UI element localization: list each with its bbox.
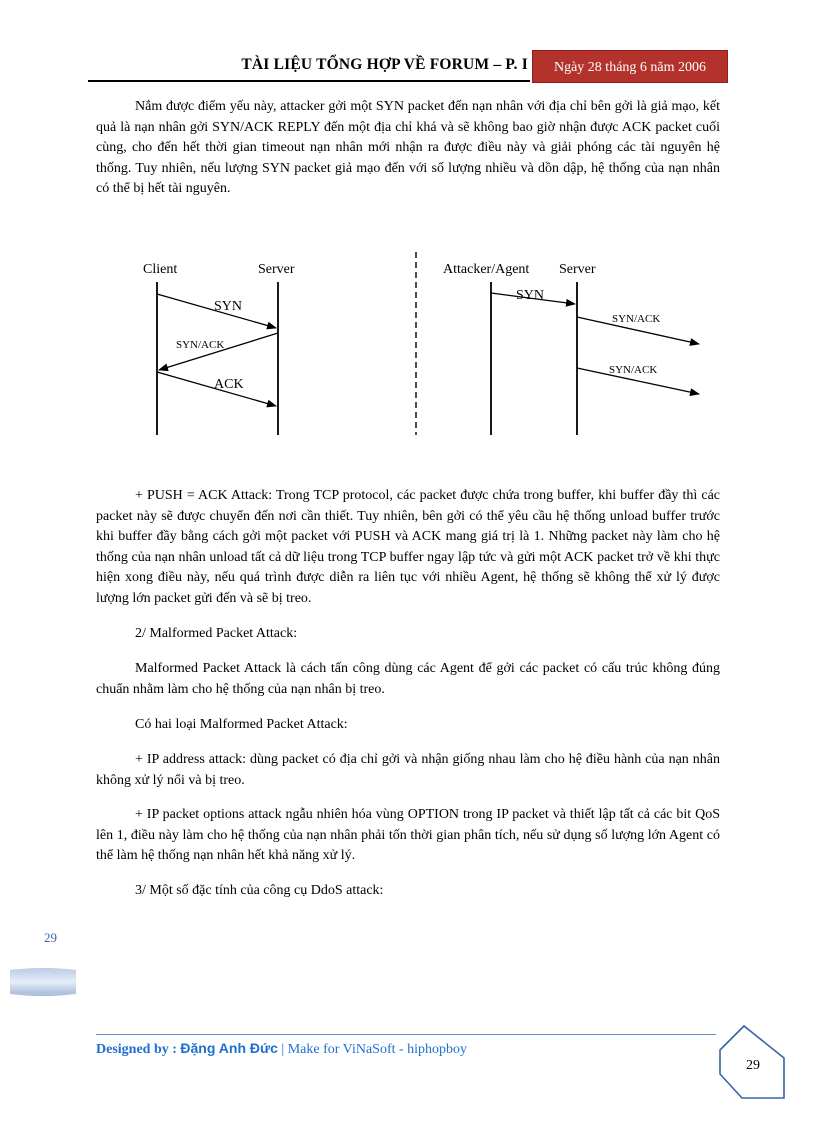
label-server-right: Server bbox=[559, 262, 596, 277]
label-ack: ACK bbox=[214, 377, 244, 392]
footer-make-for: Make for ViNaSoft - hiphopboy bbox=[287, 1042, 468, 1057]
label-synack-right-1: SYN/ACK bbox=[612, 313, 661, 325]
label-synack-left: SYN/ACK bbox=[176, 339, 225, 351]
footer-designed-by: Designed by : bbox=[96, 1042, 177, 1057]
footer-rule bbox=[96, 1034, 716, 1035]
footer bbox=[96, 1040, 467, 1058]
paragraph-ip-options-attack: + IP packet options attack ngẫu nhiên hóa vùng OPTION trong IP packet và thiết lập tất cả các bit QoS lên 1, điều này làm cho hệ thống của nạn nhân phải tốn thời gian phân tích, nếu sử dụng số lượng lớn Agent có thể làm hệ thống nạn nhân hết khả năng xử lý. bbox=[96, 807, 720, 863]
side-tab-graphic bbox=[10, 966, 76, 998]
label-attacker: Attacker/Agent bbox=[443, 262, 530, 277]
footer-page-number: 29 bbox=[746, 1058, 760, 1073]
paragraph-two-types: Có hai loại Malformed Packet Attack: bbox=[135, 717, 348, 732]
paragraph-syn-attack: Nắm được điểm yếu này, attacker gởi một SYN packet đến nạn nhân với địa chỉ bên gởi là giả mạo, kết quả là nạn nhân gởi SYN/ACK REPLY đến một địa chỉ khá và sẽ không bao giờ nhận được ACK packet cuối cùng, cho đến hết thời gian timeout nạn nhân mới nhận ra được điều này và giải phóng các tài nguyên hệ thống. Tuy nhiên, nếu lượng SYN packet giả mạo đến với số lượng nhiều và dồn dập, hệ thống của nạn nhân có thể bị hết tài nguyên. bbox=[96, 99, 720, 196]
label-syn: SYN bbox=[214, 299, 243, 314]
paragraph-malformed-packet: Malformed Packet Attack là cách tấn công dùng các Agent để gởi các packet có cấu trúc không đúng chuẩn nhằm làm cho hệ thống của nạn nhân bị treo. bbox=[96, 661, 720, 697]
label-server-left: Server bbox=[258, 262, 295, 277]
paragraph-ip-address-attack: + IP address attack: dùng packet có địa chỉ gởi và nhận giống nhau làm cho hệ điều hành của nạn nhân không xử lý nổi và bị treo. bbox=[96, 752, 720, 788]
label-syn-right: SYN bbox=[516, 288, 545, 303]
label-client: Client bbox=[143, 262, 178, 277]
header-date-badge: Ngày 28 tháng 6 năm 2006 bbox=[532, 50, 728, 83]
footer-separator: | bbox=[281, 1042, 285, 1057]
paragraph-push-ack: + PUSH = ACK Attack: Trong TCP protocol, các packet được chứa trong buffer, khi buffer đầy thì các packet này sẽ được chuyển đến nơi cần thiết. Tuy nhiên, bên gởi có thể yêu cầu hệ thống unload buffer trước khi buffer đầy bằng cách gởi một packet với PUSH và ACK mang giá trị là 1. Những packet này làm cho hệ thống của nạn nhân unload tất cả dữ liệu trong TCP buffer ngay lập tức và gửi một ACK packet trở về khi thực hiện xong điều này, nếu quá trình được diễn ra liên tục với nhiều Agent, hệ thống sẽ không thể xử lý được lượng lớn packet gửi đến và sẽ bị treo. bbox=[96, 488, 720, 606]
footer-author: Đặng Anh Đức bbox=[180, 1040, 278, 1056]
heading-malformed-packet: 2/ Malformed Packet Attack: bbox=[135, 626, 298, 641]
label-synack-right-2: SYN/ACK bbox=[609, 364, 658, 376]
side-page-number: 29 bbox=[44, 930, 57, 945]
header-title: TÀI LIỆU TỔNG HỢP VỀ FORUM – P. I bbox=[241, 56, 528, 73]
heading-ddos-tools: 3/ Một số đặc tính của công cụ DdoS attack: bbox=[135, 883, 384, 898]
